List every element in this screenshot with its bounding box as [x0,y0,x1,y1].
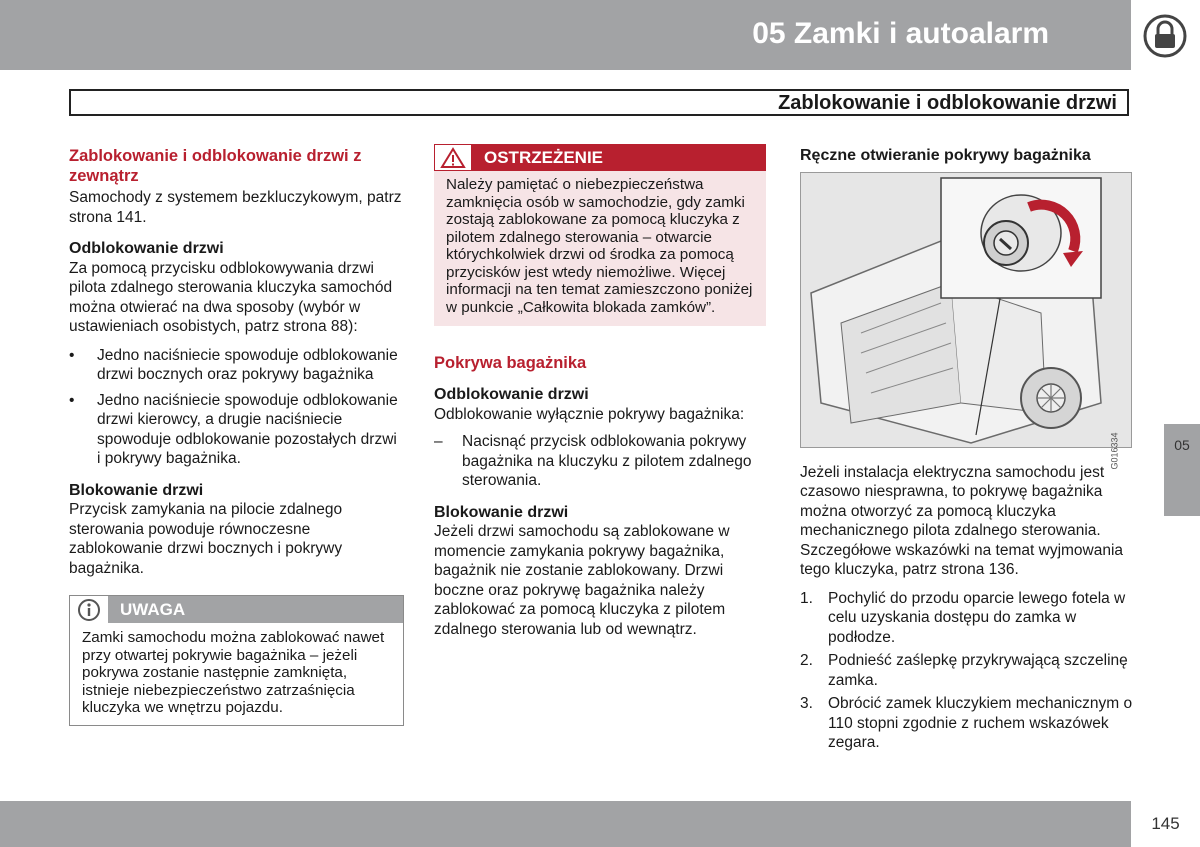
manual-open-steps [800,589,1133,753]
list-item-text: Jedno naciśniecie spowoduje odblokowanie drzwi bocznych oraz pokrywy bagażnika [97,346,398,383]
note-box [69,595,404,726]
warning-icon [434,144,472,171]
heading-lock-outside: Zablokowanie i odblokowanie drzwi z zewnątrz [69,147,362,185]
trunk-lock-text: Jeżeli drzwi samochodu są zablokowane w momencie zamykania pokrywy bagażnika, bagażnik nie zostanie zablokowany. Drzwi boczne oraz pokrywę bagażnika należy zablokować za pomocą kluczyka z pilotem zdalnego sterowania lub od wewnątrz. [434,523,730,638]
trunk-unlock-steps [434,432,766,491]
warning-label: OSTRZEŻENIE [484,147,604,167]
list-item-text: Jedno naciśniecie spowoduje odblokowanie drzwi kierowcy, a drugie naciśniecie spowoduje odblokowanie pozostałych drzwi i pokrywy bagażnika. [97,391,398,467]
list-item [800,651,1133,690]
car-interior-illustration [801,173,1131,447]
unlock-options-list [69,346,404,469]
list-item [434,432,766,491]
lock-text: Przycisk zamykania na pilocie zdalnego sterowania powoduje równoczesne zablokowanie drzwi bocznych i pokrywy bagażnika. [69,501,343,577]
column-middle [434,144,766,639]
list-item-text: Nacisnąć przycisk odblokowania pokrywy bagażnika na kluczyku z pilotem zdalnego sterowania. [462,433,752,489]
heading-trunk-lid: Pokrywa bagażnika [434,354,587,372]
unlock-text: Za pomocą przycisku odblokowywania drzwi pilota zdalnego sterowania kluczyka samochód można otwierać na dwa sposoby (wybór w ustawieniach osobistych, patrz strona 88): [69,259,393,335]
section-title: Zablokowanie i odblokowanie drzwi [778,92,1117,114]
chapter-side-tab-label: 05 [1174,437,1190,453]
trunk-unlock-heading: Odblokowanie drzwi [434,386,589,403]
column-left [69,146,404,726]
step-number: 2. [800,652,813,669]
bullet-mark: • [69,391,75,409]
trunk-unlock-text: Odblokowanie wyłącznie pokrywy bagażnika: [434,405,745,423]
chapter-title: 05 Zamki i autoalarm [752,17,1049,50]
note-label: UWAGA [120,599,186,619]
lock-icon [1143,14,1187,58]
step-number: 3. [800,695,813,712]
note-header [70,596,403,623]
step-text: Obrócić zamek kluczykiem mechanicznym o 110 stopni zgodnie z ruchem wskazówek zegara. [828,695,1133,751]
step-number: 1. [800,589,813,607]
heading-manual-trunk-opening: Ręczne otwieranie pokrywy bagażnika [800,147,1091,164]
step-text: Podnieść zaślepkę przykrywającą szczelinę zamka. [828,652,1128,689]
warning-header [434,144,766,171]
header-bar [0,0,1131,70]
column-right [800,146,1133,753]
list-item [800,694,1133,753]
list-item [800,589,1133,648]
list-item [69,391,404,469]
page-number: 145 [1151,814,1180,833]
unlock-heading: Odblokowanie drzwi [69,240,224,257]
keyless-intro: Samochody z systemem bezkluczykowym, patrz strona 141. [69,189,402,226]
lock-heading: Blokowanie drzwi [69,481,204,499]
section-title-box [69,89,1129,116]
manual-open-text: Jeżeli instalacja elektryczna samochodu jest czasowo niesprawna, to pokrywę bagażnika można otworzyć za pomocą kluczyka mechanicznego pilota zdalnego sterowania. Szczegółowe wskazówki na temat wyjmowania tego kluczyka, patrz strona 136. [800,463,1124,578]
trunk-lock-illustration [800,172,1132,470]
note-text: Zamki samochodu można zablokować nawet przy otwartej pokrywie bagażnika – jeżeli pokrywa zostanie następnie zamknięta, istnieje niebezpieczeństwo zatrzaśnięcia kluczyka we wnętrzu pojazdu. [82,629,385,716]
warning-box [434,144,766,326]
info-icon [70,596,108,623]
step-text: Pochylić do przodu oparcie lewego fotela w celu uzyskania dostępu do zamka w podłodze. [828,589,1126,646]
footer-bar [0,801,1131,847]
dash-mark: – [434,433,443,450]
warning-text: Należy pamiętać o niebezpieczeństwa zamknięcia osób w samochodzie, gdy zamki zostają zablokowane za pomocą kluczyka z pilotem zdalnego sterowania – otwarcie którychkolwiek drzwi od środka za pomocą przycisków jest wtedy niemożliwe. Więcej informacji na ten temat zamieszczono poniżej w punkcie „Całkowita blokada zamków”. [446,176,753,316]
figure-code: G016334 [1109,432,1120,470]
bullet-mark: • [69,346,75,364]
trunk-lock-heading: Blokowanie drzwi [434,503,569,521]
list-item [69,346,404,385]
